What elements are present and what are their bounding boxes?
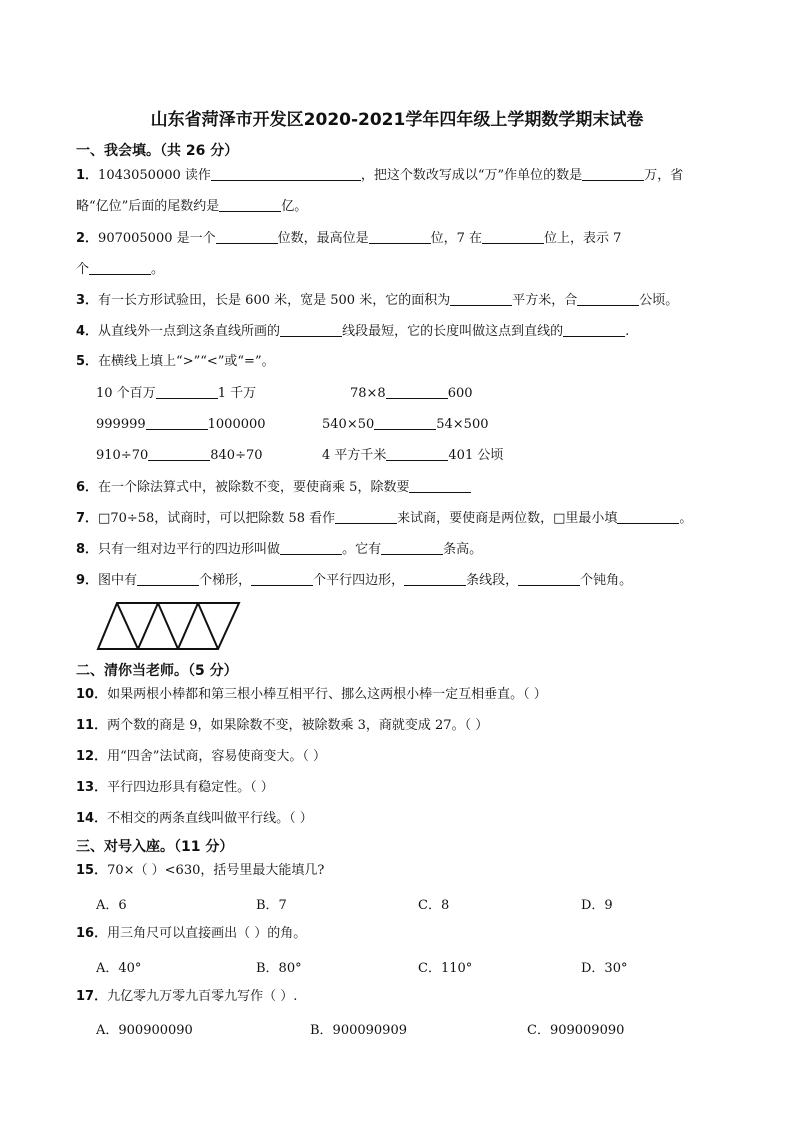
answer-blank[interactable] [386, 446, 448, 461]
question-number: 3． [76, 293, 99, 308]
question-text: 个钝角。 [580, 573, 633, 588]
question-text: 907005000 是一个 [98, 231, 216, 246]
option-a[interactable]: A．6 [96, 898, 127, 913]
question-text: 用三角尺可以直接画出（ ）的角。 [107, 926, 307, 941]
question-text: 在一个除法算式中，被除数不变，要使商乘 5，除数要 [98, 480, 410, 495]
question-text: 用“四舍”法试商，容易使商变大。（ ） [107, 749, 327, 764]
comparison-left: 10 个百万 [96, 386, 156, 401]
answer-blank[interactable] [617, 509, 679, 524]
figure-segment [117, 603, 138, 649]
section-heading-1: 一、我会填。（共 26 分） [76, 143, 239, 159]
comparison-right: 54×500 [436, 417, 489, 432]
question-17 [76, 988, 297, 1006]
question-3 [76, 291, 678, 310]
question-text: 平行四边形具有稳定性。（ ） [107, 780, 274, 795]
question-4 [76, 322, 629, 341]
question-number: 15． [76, 863, 108, 878]
question-7 [76, 509, 692, 528]
question-number: 7． [76, 511, 99, 526]
question-number: 16． [76, 926, 108, 941]
question-text: 位数，最高位是 [277, 231, 369, 246]
question-2-line-1 [76, 229, 621, 248]
figure-segment [138, 603, 158, 649]
answer-blank[interactable] [280, 322, 342, 337]
q5-row-1-left [96, 384, 256, 403]
answer-blank[interactable] [148, 446, 210, 461]
triangles-figure [96, 600, 246, 652]
option-b[interactable]: B．900090909 [310, 1023, 407, 1038]
question-text: 来试商，要使商是两位数，□里最小填 [397, 511, 618, 526]
comparison-right: 1 千万 [217, 386, 257, 401]
answer-blank[interactable] [482, 229, 544, 244]
option-c[interactable]: C．8 [418, 898, 450, 913]
question-text: 位，7 在 [430, 231, 483, 246]
question-text: □70÷58，试商时，可以把除数 58 看作 [98, 511, 336, 526]
option-d[interactable]: D．30° [581, 961, 628, 976]
question-13 [76, 779, 274, 797]
question-text: 个平行四边形， [313, 573, 405, 588]
comparison-right: 600 [447, 386, 473, 401]
question-14 [76, 810, 313, 828]
comparison-left: 999999 [96, 417, 146, 432]
question-text: 条线段， [466, 573, 519, 588]
option-b[interactable]: B．7 [256, 898, 287, 913]
answer-blank[interactable] [156, 384, 218, 399]
question-text: 亿。 [281, 199, 308, 214]
question-text: 1043050000 读作 [98, 168, 211, 183]
answer-blank[interactable] [386, 384, 448, 399]
question-text: 线段最短，它的长度叫做这点到直线的 [342, 324, 564, 339]
answer-blank[interactable] [404, 571, 466, 586]
question-number: 6． [76, 480, 99, 495]
question-text: 。 [151, 262, 165, 277]
question-12 [76, 748, 326, 766]
question-text: 70×（ ）<630，括号里最大能填几? [107, 863, 325, 878]
question-text: 位上，表示 7 [544, 231, 622, 246]
question-text: 两个数的商是 9，如果除数不变，被除数乘 3，商就变成 27。（ ） [107, 718, 489, 733]
question-text: 。 [679, 511, 693, 526]
q5-row-3-left [96, 446, 263, 465]
answer-blank[interactable] [280, 540, 342, 555]
question-8 [76, 540, 482, 559]
question-text: 有一长方形试验田，长是 600 米，宽是 500 米，它的面积为 [98, 293, 451, 308]
comparison-left: 540×50 [322, 417, 375, 432]
q5-row-1-right [350, 384, 473, 403]
figure-segment [158, 603, 178, 649]
comparison-right: 401 公顷 [448, 448, 504, 463]
question-text: . [625, 324, 630, 339]
answer-blank[interactable] [216, 229, 278, 244]
question-number: 4． [76, 324, 99, 339]
question-10 [76, 686, 547, 704]
question-text: 九亿零九万零九百零九写作（ ）. [107, 989, 298, 1004]
question-text: 条高。 [443, 542, 483, 557]
answer-blank[interactable] [89, 260, 151, 275]
answer-blank[interactable] [374, 415, 436, 430]
option-b[interactable]: B．80° [256, 961, 302, 976]
question-11 [76, 717, 488, 735]
figure-segment [198, 603, 218, 649]
question-number: 2． [76, 231, 99, 246]
answer-blank[interactable] [211, 166, 361, 181]
question-6 [76, 478, 471, 497]
q5-row-2-right [322, 415, 489, 434]
question-text: 从直线外一点到这条直线所画的 [98, 324, 281, 339]
section-heading-3: 三、对号入座。（11 分） [76, 839, 234, 855]
question-number: 8． [76, 542, 99, 557]
q5-row-2-left [96, 415, 266, 434]
question-number: 14． [76, 811, 108, 826]
question-number: 1． [76, 168, 99, 183]
answer-blank[interactable] [518, 571, 580, 586]
option-c[interactable]: C．110° [418, 961, 473, 976]
option-d[interactable]: D．9 [581, 898, 613, 913]
question-text: 略“亿位”后面的尾数约是 [76, 199, 220, 214]
question-number: 12． [76, 749, 108, 764]
comparison-left: 910÷70 [96, 448, 149, 463]
question-number: 9． [76, 573, 99, 588]
answer-blank[interactable] [409, 478, 471, 493]
answer-blank[interactable] [563, 322, 625, 337]
question-15 [76, 862, 324, 880]
answer-blank[interactable] [335, 509, 397, 524]
question-text: 个梯形， [199, 573, 252, 588]
question-number: 11． [76, 718, 108, 733]
question-text: 在横线上填上“>”“<”或“=”。 [98, 354, 275, 369]
answer-blank[interactable] [582, 166, 644, 181]
answer-blank[interactable] [381, 540, 443, 555]
section-heading-2: 二、清你当老师。（5 分） [76, 663, 238, 679]
answer-blank[interactable] [137, 571, 199, 586]
question-text: 平方米，合 [512, 293, 578, 308]
question-text: 不相交的两条直线叫做平行线。（ ） [107, 811, 313, 826]
answer-blank[interactable] [577, 291, 639, 306]
question-2-line-2 [76, 260, 164, 279]
question-1-line-2 [76, 197, 307, 216]
question-text: 。它有 [342, 542, 382, 557]
question-5 [76, 353, 275, 371]
comparison-left: 78×8 [350, 386, 386, 401]
answer-blank[interactable] [146, 415, 208, 430]
question-number: 5． [76, 354, 99, 369]
question-9 [76, 571, 632, 590]
question-text: 公顷。 [639, 293, 679, 308]
question-text: 图中有 [98, 573, 138, 588]
question-number: 17． [76, 989, 108, 1004]
question-text: ，把这个数改写成以“万”作单位的数是 [360, 168, 583, 183]
page-title: 山东省菏泽市开发区2020-2021学年四年级上学期数学期末试卷 [150, 110, 644, 130]
comparison-left: 4 平方千米 [322, 448, 387, 463]
comparison-right: 1000000 [207, 417, 266, 432]
question-text: 如果两根小棒都和第三根小棒互相平行、挪么这两根小棒一定互相垂直。（ ） [107, 687, 547, 702]
answer-blank[interactable] [251, 571, 313, 586]
question-number: 10． [76, 687, 108, 702]
option-c[interactable]: C．909009090 [527, 1023, 625, 1038]
answer-blank[interactable] [369, 229, 431, 244]
question-number: 13． [76, 780, 108, 795]
question-text: 个 [76, 262, 90, 277]
answer-blank[interactable] [219, 197, 281, 212]
option-a[interactable]: A．900900090 [96, 1023, 193, 1038]
q5-row-3-right [322, 446, 503, 465]
question-text: 只有一组对边平行的四边形叫做 [98, 542, 281, 557]
option-a[interactable]: A．40° [96, 961, 142, 976]
question-16 [76, 925, 306, 943]
figure-segment [178, 603, 198, 649]
question-1-line-1 [76, 166, 683, 185]
answer-blank[interactable] [450, 291, 512, 306]
question-text: 万，省 [644, 168, 684, 183]
comparison-right: 840÷70 [210, 448, 263, 463]
